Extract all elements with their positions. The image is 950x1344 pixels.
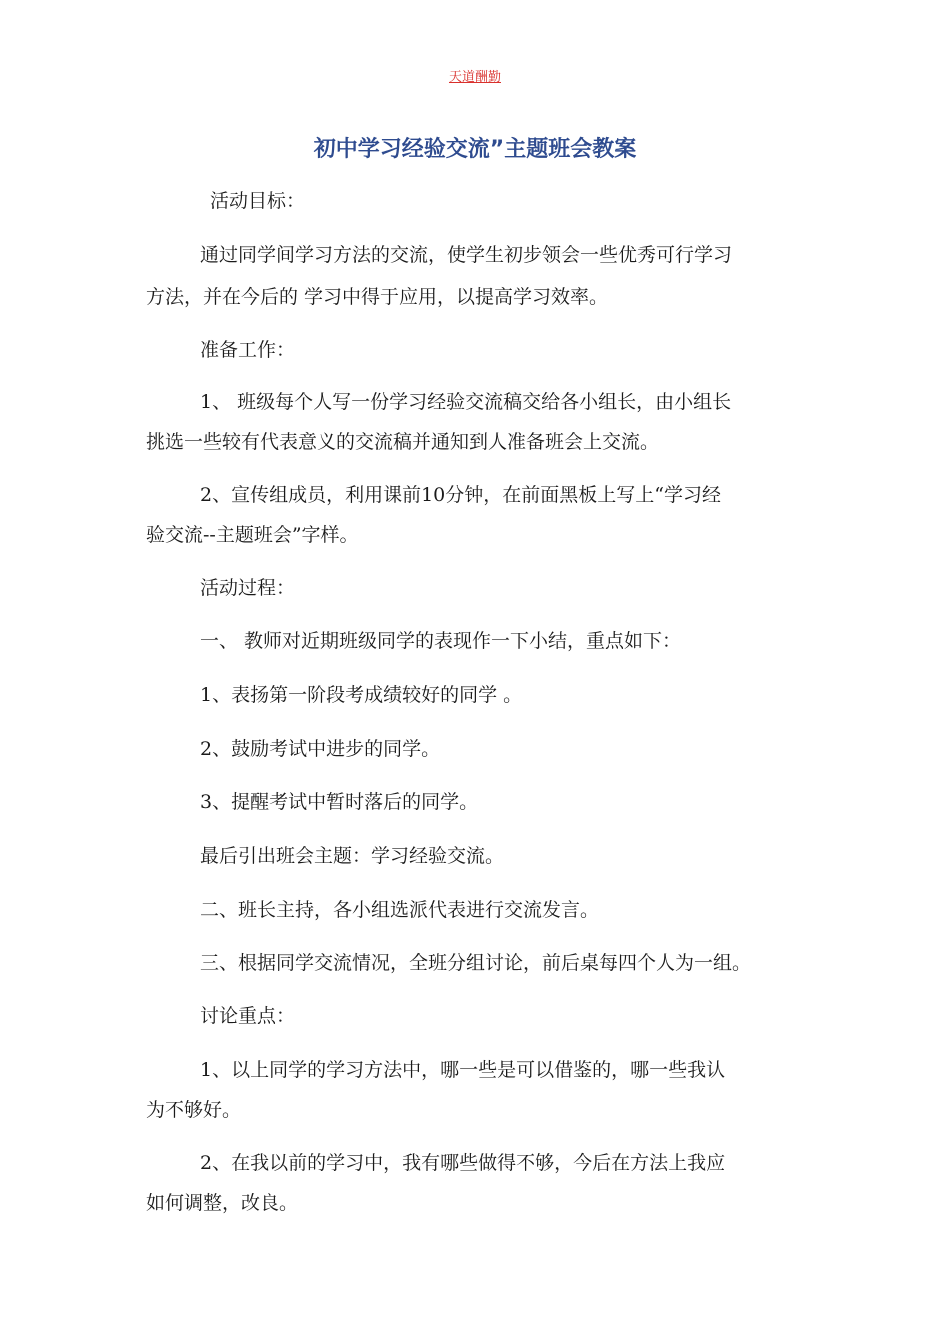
prep-item1-line1: 1、 班级每个人写一份学习经验交流稿交给各小组长，由小组长 — [200, 391, 732, 413]
goal-paragraph-line2: 方法，并在今后的 学习中得于应用，以提高学习效率。 — [146, 286, 609, 308]
goal-heading: 活动目标： — [210, 190, 306, 212]
prep-item2-line2: 验交流--主题班会”字样。 — [146, 524, 359, 546]
discussion-item2-line2: 如何调整，改良。 — [146, 1192, 299, 1214]
discussion-item1-line1: 1、以上同学的学习方法中，哪一些是可以借鉴的，哪一些我认 — [200, 1059, 726, 1081]
header-link[interactable]: 天道酬勤 — [448, 70, 501, 85]
step1-item3: 3、提醒考试中暂时落后的同学。 — [200, 791, 479, 813]
discussion-heading: 讨论重点： — [200, 1005, 296, 1027]
step1-conclusion: 最后引出班会主题：学习经验交流。 — [200, 845, 505, 867]
step3: 三、根据同学交流情况，全班分组讨论，前后桌每四个人为一组。 — [200, 952, 752, 974]
prep-item2-line1: 2、宣传组成员，利用课前10分钟，在前面黑板上写上“学习经 — [200, 484, 721, 506]
process-heading: 活动过程： — [200, 577, 296, 599]
discussion-item2-line1: 2、在我以前的学习中，我有哪些做得不够，今后在方法上我应 — [200, 1152, 726, 1174]
discussion-item1-line2: 为不够好。 — [146, 1099, 242, 1121]
step1-item2: 2、鼓励考试中进步的同学。 — [200, 738, 441, 760]
step1-item1: 1、表扬第一阶段考成绩较好的同学 。 — [200, 684, 523, 706]
prep-item1-line2: 挑选一些较有代表意义的交流稿并通知到人准备班会上交流。 — [146, 431, 660, 453]
prep-heading: 准备工作： — [200, 339, 296, 361]
step2: 二、班长主持，各小组选派代表进行交流发言。 — [200, 899, 600, 921]
page-title: 初中学习经验交流”主题班会教案 — [313, 137, 637, 162]
step1: 一、 教师对近期班级同学的表现作一下小结，重点如下： — [200, 630, 682, 652]
goal-paragraph-line1: 通过同学间学习方法的交流，使学生初步领会一些优秀可行学习 — [200, 244, 733, 266]
